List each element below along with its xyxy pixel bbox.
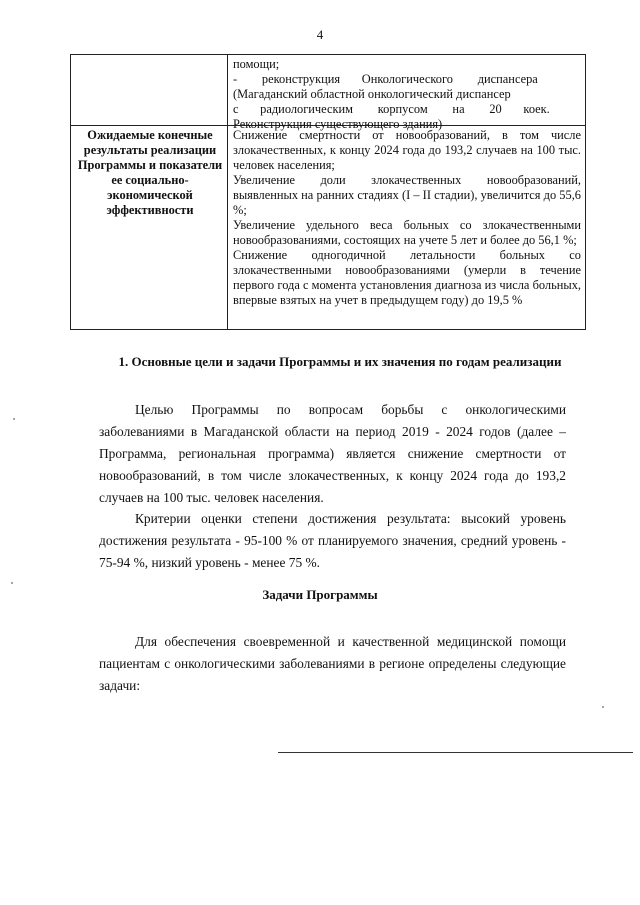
result-item-early-detection: Увеличение доли злокачественных новообразований, выявленных на ранних стадиях (I – II стадии), увеличится до 55,6 %; bbox=[233, 173, 581, 217]
table-cell-results-label: Ожидаемые конечные результаты реализации Программы и показатели ее социально-экономической эффективности bbox=[77, 128, 223, 217]
section-heading-goals: 1. Основные цели и задачи Программы и их значения по годам реализации bbox=[118, 354, 562, 369]
result-item-mortality: Снижение смертности от новообразований, в том числе злокачественных, к концу 2024 года до 193,2 случаев на 100 тыс. человек населения; bbox=[233, 128, 581, 172]
result-item-one-year-lethality: Снижение одногодичной летальности больных со злокачественными новообразованиями (умерли в течение первого года с момента установления диагноза из числа больных, впервые взятых на учет в предыдущем году) до 19,5 % bbox=[233, 248, 581, 307]
tasks-paragraph-block bbox=[99, 631, 566, 697]
continuation-line: Реконструкция существующего здания) bbox=[233, 117, 443, 131]
scan-speck bbox=[602, 706, 604, 708]
goal-paragraph-block bbox=[99, 399, 566, 509]
result-item-five-year-registry: Увеличение удельного веса больных со злокачественными новообразованиями, состоящих на учете 5 лет и более до 56,1 %; bbox=[233, 218, 581, 247]
page-number: 4 bbox=[316, 27, 324, 42]
continuation-line: помощи; bbox=[233, 57, 280, 71]
criteria-paragraph: Критерии оценки степени достижения результата: высокий уровень достижения результата - 95-100 % от планируемого значения, средний уровень - 75-94 %, низкий уровень - менее 75 %. bbox=[99, 511, 566, 570]
table-cell-results-values bbox=[233, 128, 581, 308]
tasks-intro-paragraph: Для обеспечения своевременной и качественной медицинской помощи пациентам с онкологическими заболеваниями в регионе определены следующие задачи: bbox=[99, 634, 566, 693]
scan-speck bbox=[11, 582, 13, 584]
goal-paragraph: Целью Программы по вопросам борьбы с онкологическими заболеваниями в Магаданской области на период 2019 - 2024 годов (далее – Программа, региональная программа) является снижение смертности от новообразований, в том числе злокачественных, к концу 2024 года до 193,2 случаев на 100 тыс. человек населения. bbox=[99, 402, 566, 505]
scan-speck bbox=[13, 418, 15, 420]
table-column-divider bbox=[227, 55, 228, 329]
continuation-line: (Магаданский областной онкологический диспансер bbox=[233, 87, 511, 101]
table-cell-continuation bbox=[233, 57, 581, 132]
criteria-paragraph-block bbox=[99, 508, 566, 574]
program-passport-table bbox=[70, 54, 586, 330]
section-heading-tasks: Задачи Программы bbox=[262, 587, 378, 602]
continuation-line: - реконструкция Онкологического диспансера bbox=[233, 72, 538, 86]
footer-rule bbox=[278, 752, 633, 753]
continuation-line: с радиологическим корпусом на 20 коек. bbox=[233, 102, 550, 116]
